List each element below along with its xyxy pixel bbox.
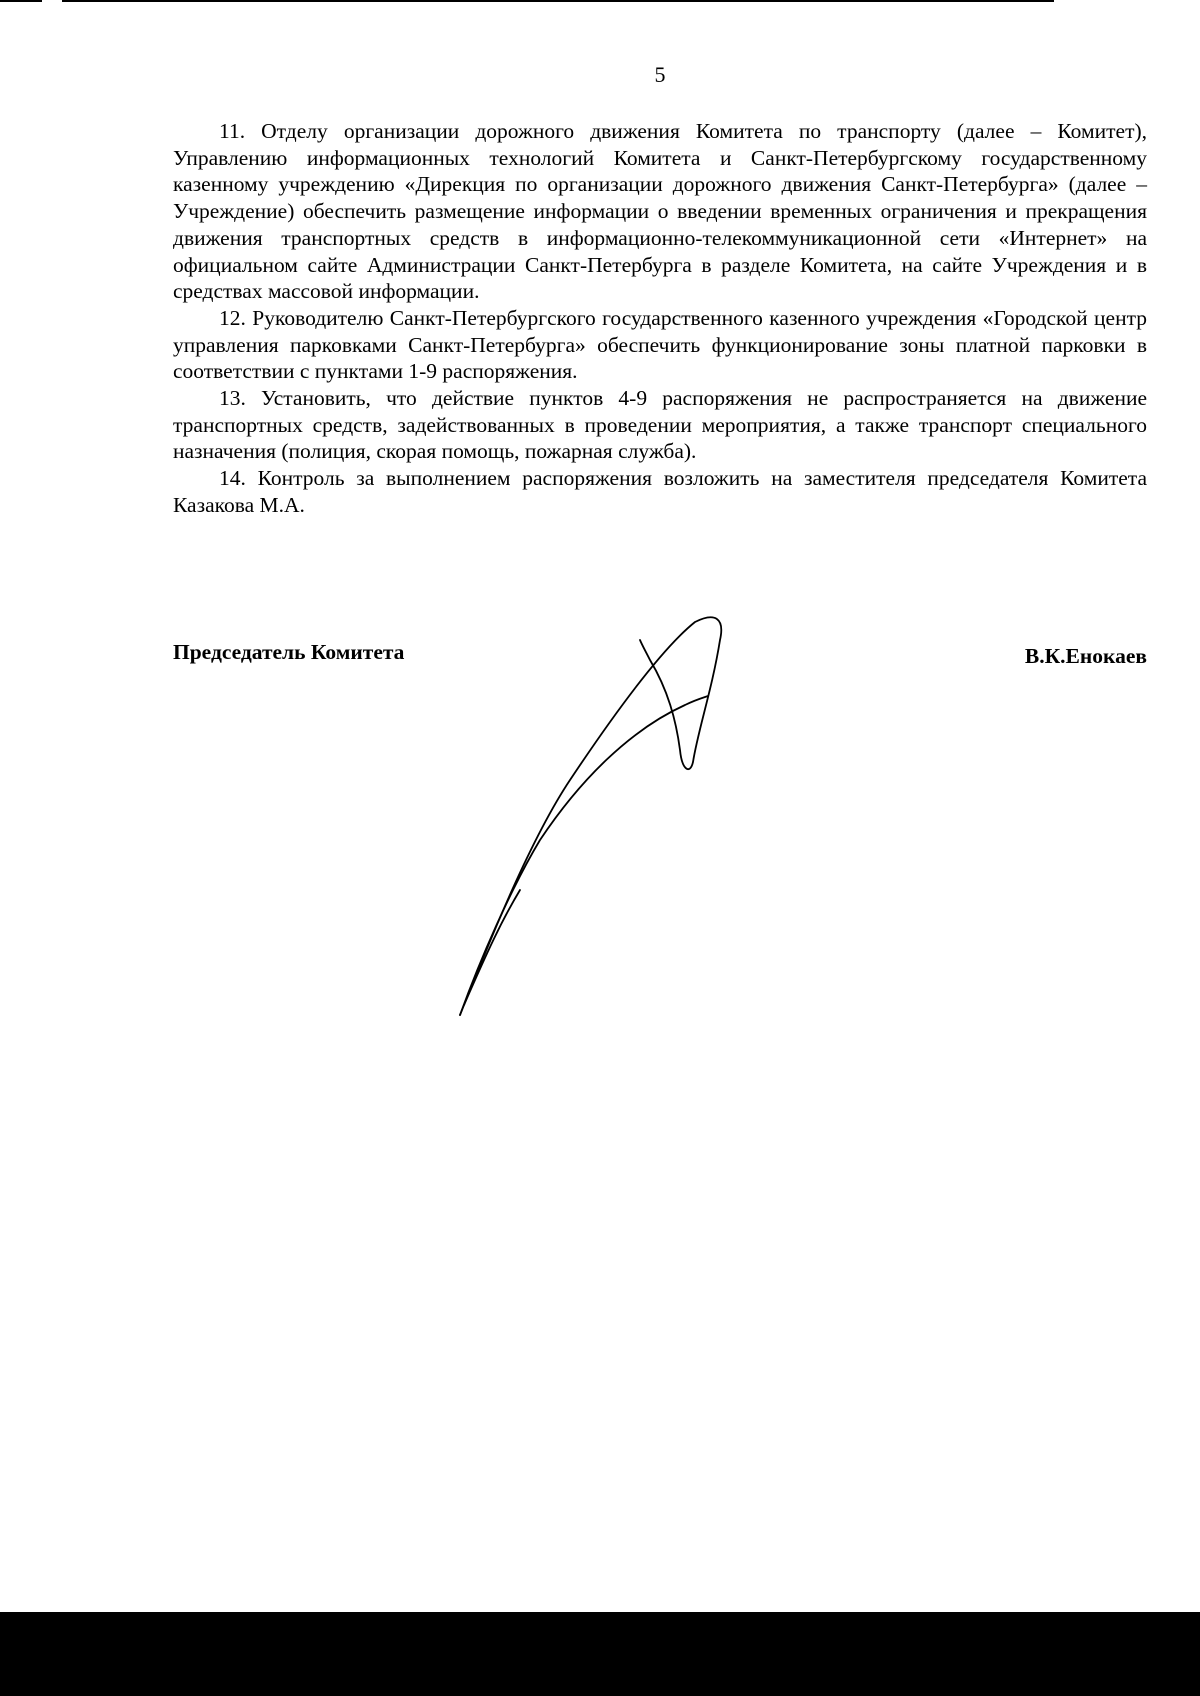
top-edge-rule-left <box>0 0 42 2</box>
top-edge-rule <box>62 0 1054 2</box>
scan-bottom-border <box>0 1612 1200 1696</box>
page-number: 5 <box>654 62 666 87</box>
handwritten-signature <box>450 610 780 1030</box>
paragraph-13: 13. Установить, что действие пунктов 4-9 распоряжения не распространяется на движение транспортных средств, задействованных в проведении мероприятия, а также транспорт специального назначения (полиция, скорая помощь, пожарная служба). <box>173 386 1147 464</box>
document-body <box>173 118 1147 519</box>
paragraph-14: 14. Контроль за выполнением распоряжения возложить на заместителя председателя Комитета Казакова М.А. <box>173 466 1147 517</box>
paragraph-11: 11. Отделу организации дорожного движения Комитета по транспорту (далее – Комитет), Управлению информационных технологий Комитета и Санкт-Петербургскому государственному казенному учреждению «Дирекция по организации дорожного движения Санкт-Петербурга» (далее – Учреждение) обеспечить размещение информации о введении временных ограничения и прекращения движения транспортных средств в информационно-телекоммуникационной сети «Интернет» на официальном сайте Администрации Санкт-Петербурга в разделе Комитета, на сайте Учреждения и в средствах массовой информации. <box>173 119 1147 304</box>
signatory-title: Председатель Комитета <box>173 640 405 664</box>
paragraph-12: 12. Руководителю Санкт-Петербургского государственного казенного учреждения «Городской центр управления парковками Санкт-Петербурга» обеспечить функционирование зоны платной парковки в соответствии с пунктами 1-9 распоряжения. <box>173 305 1147 384</box>
signatory-name: В.К.Енокаев <box>1024 644 1147 668</box>
